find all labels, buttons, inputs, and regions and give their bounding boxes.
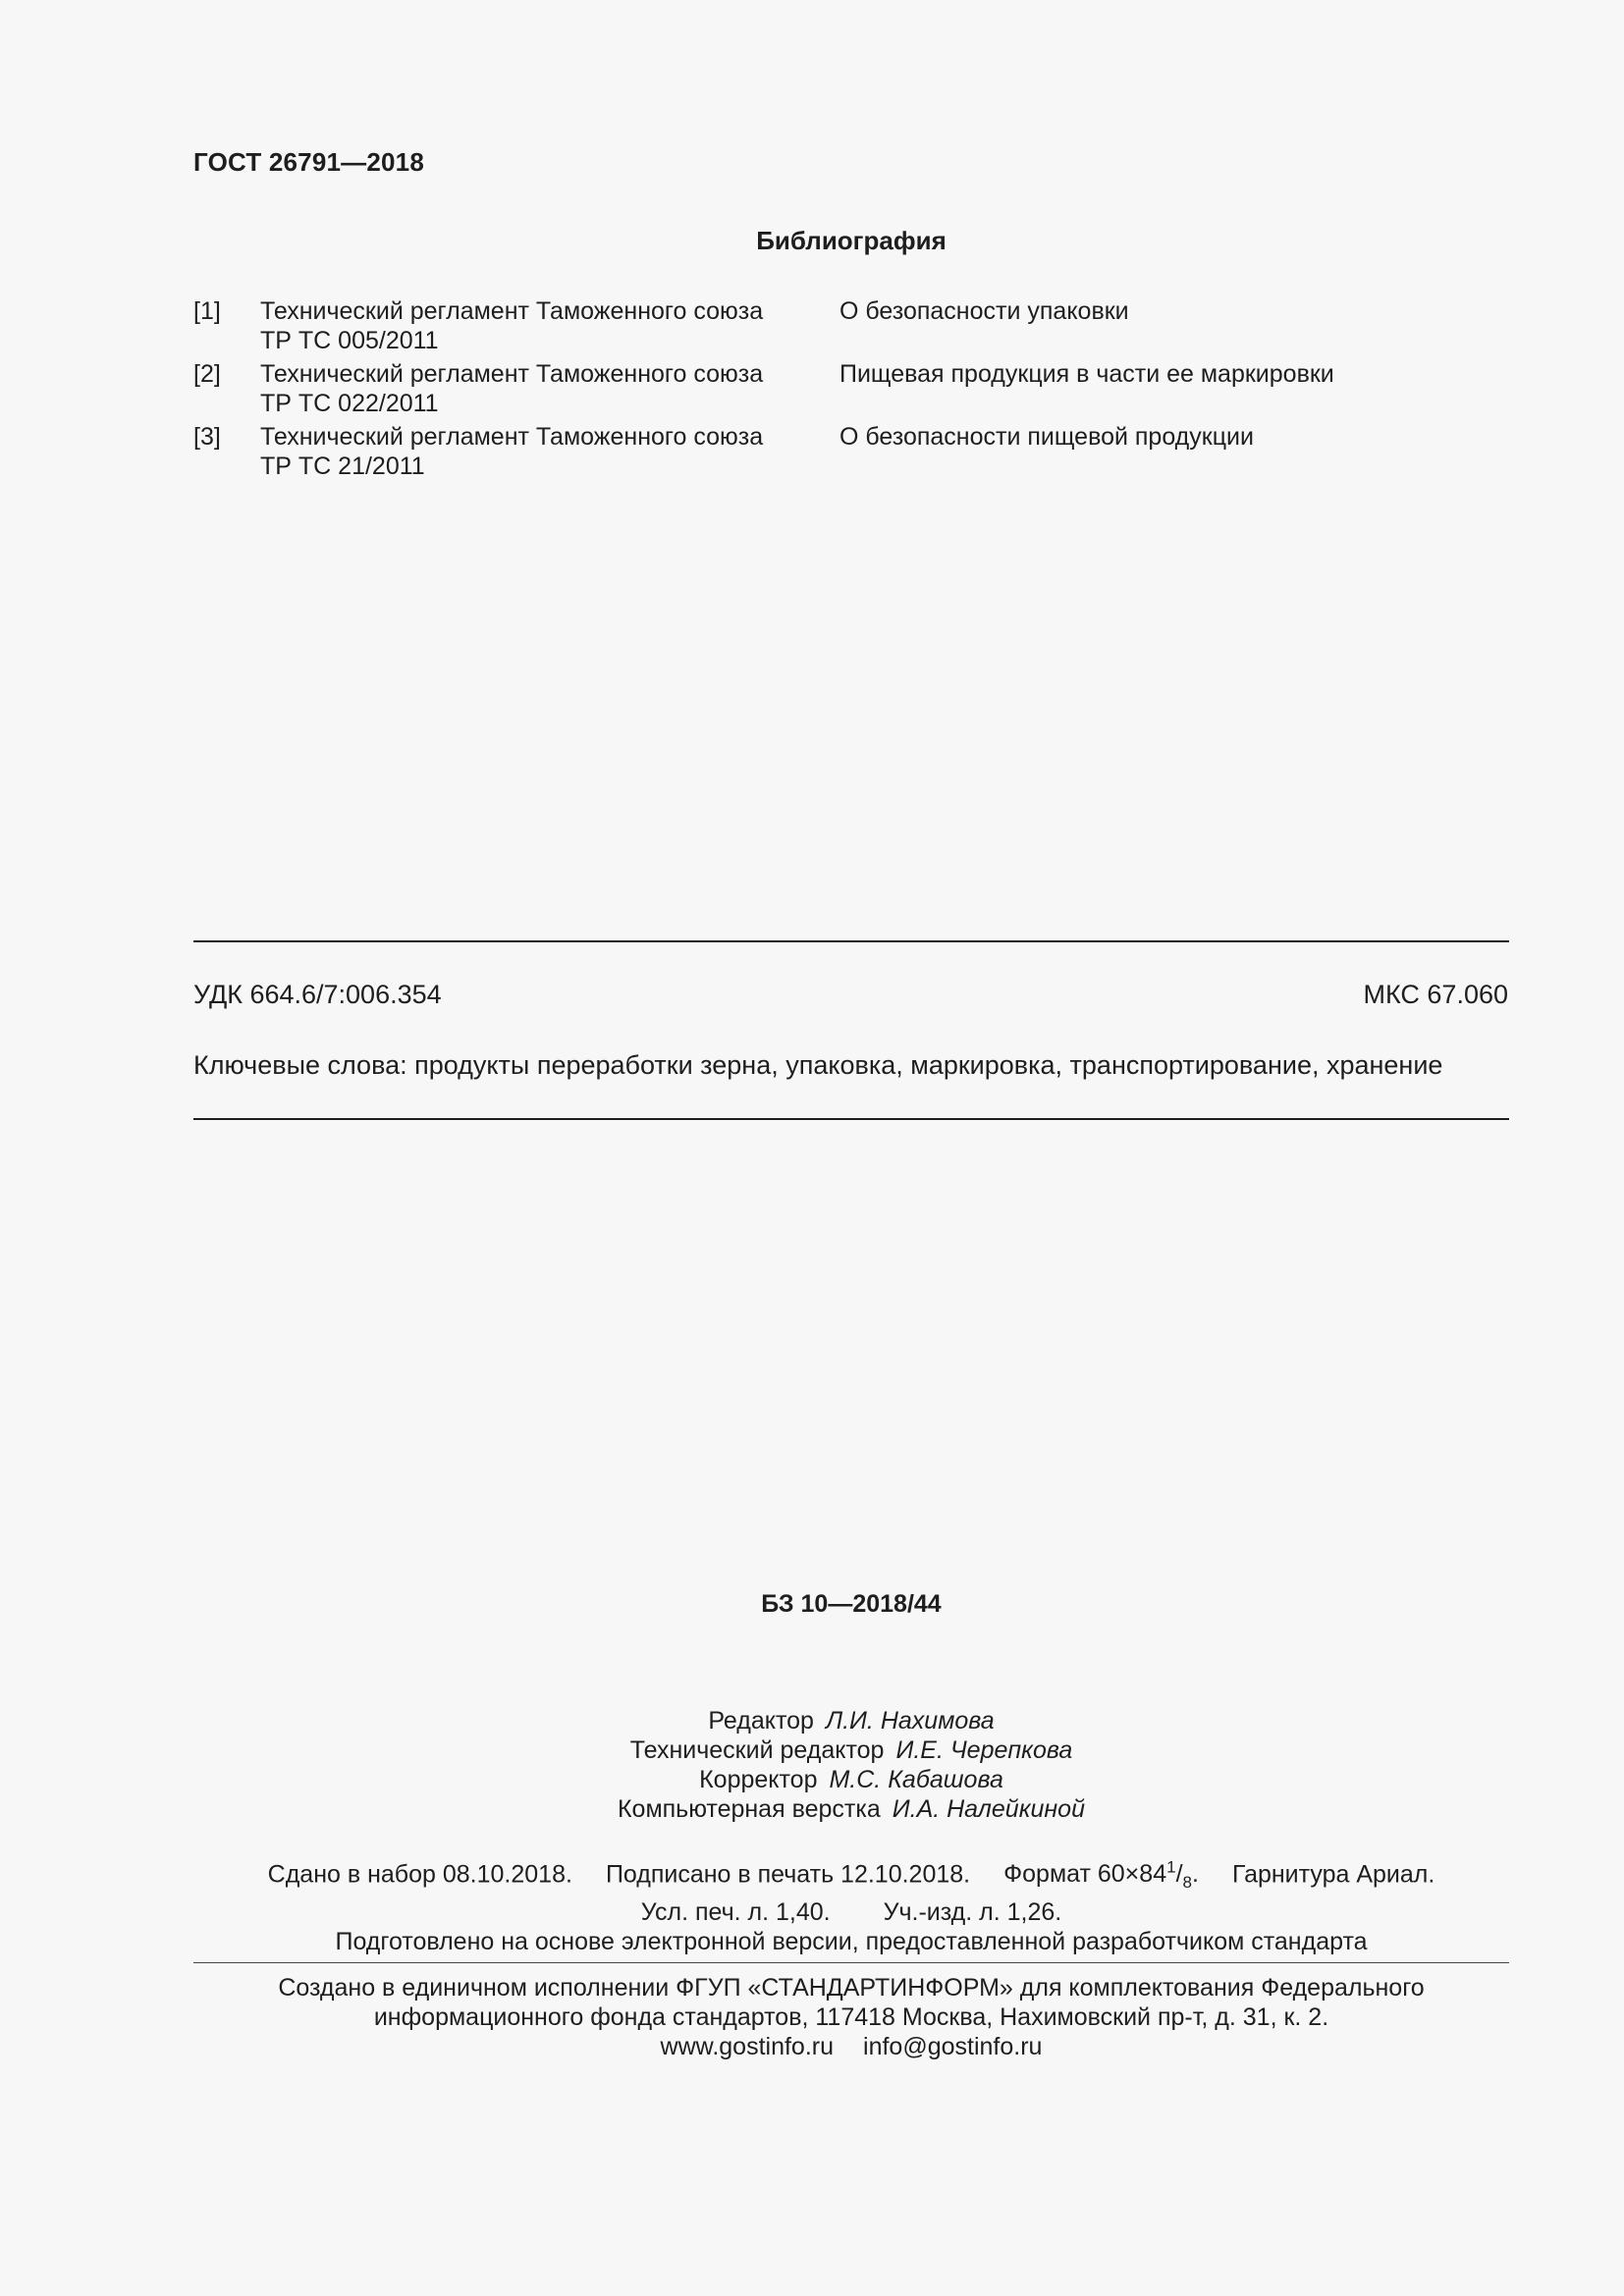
footer-contacts [0, 2032, 1624, 2061]
document-code: ГОСТ 26791—2018 [193, 147, 424, 177]
bibliography-list [193, 296, 1509, 485]
edition-sheets: Уч.-изд. л. 1,26. [883, 1898, 1062, 1927]
format-slash: / [1175, 1860, 1183, 1889]
credits [0, 1706, 1624, 1824]
divider-footer [193, 1962, 1509, 1963]
submitted-date: Сдано в набор 08.10.2018. [267, 1860, 572, 1889]
udk-code: УДК 664.6/7:006.354 [193, 980, 442, 1009]
signed-date: Подписано в печать 12.10.2018. [605, 1860, 971, 1889]
bibliography-item-number: [3] [193, 423, 221, 451]
credit-name: М.С. Кабашова [829, 1766, 1003, 1793]
credit-role: Редактор [708, 1707, 814, 1735]
credit-line [0, 1765, 1624, 1794]
bibliography-item [193, 359, 1509, 422]
bibliography-item-source-line2: ТР ТС 022/2011 [260, 390, 439, 417]
credit-line [0, 1794, 1624, 1824]
divider-top [193, 940, 1509, 942]
divider-bottom [193, 1118, 1509, 1120]
bibliography-item-number: [2] [193, 360, 221, 388]
bibliography-item-source-line1: Технический регламент Таможенного союза [260, 360, 764, 388]
bibliography-item-source-line1: Технический регламент Таможенного союза [260, 423, 764, 451]
bibliography-item-source [260, 422, 810, 481]
bibliography-item [193, 422, 1509, 485]
print-info [0, 1853, 1624, 1956]
bibliography-item-source-line2: ТР ТС 005/2011 [260, 327, 439, 354]
footer [0, 1973, 1624, 2061]
footer-line2: информационного фонда стандартов, 117418 Москва, Нахимовский пр-т, д. 31, к. 2. [373, 2003, 1329, 2031]
keywords: Ключевые слова: продукты переработки зерна, упаковка, маркировка, транспортирование, хранение [193, 1050, 1443, 1080]
mks-code: МКС 67.060 [1363, 980, 1508, 1009]
credit-name: И.Е. Черепкова [895, 1736, 1073, 1764]
bibliography-item-title: О безопасности пищевой продукции [839, 423, 1254, 451]
bibliography-item-source-line1: Технический регламент Таможенного союза [260, 297, 764, 325]
format-prefix: Формат 60×84 [1003, 1860, 1167, 1889]
bibliography-item [193, 296, 1509, 359]
printed-sheets: Усл. печ. л. 1,40. [640, 1898, 831, 1927]
credit-line [0, 1735, 1624, 1765]
bibliography-item-source [260, 359, 810, 418]
credit-name: И.А. Налейкиной [892, 1795, 1085, 1823]
bibliography-item-title: Пищевая продукция в части ее маркировки [839, 360, 1334, 388]
credit-name: Л.И. Нахимова [825, 1707, 995, 1735]
bibliography-item-source [260, 296, 810, 355]
format-suffix: . [1191, 1860, 1199, 1889]
website-link[interactable]: www.gostinfo.ru [660, 2033, 835, 2060]
credit-line [0, 1706, 1624, 1735]
credit-role: Технический редактор [629, 1736, 885, 1764]
footer-line1: Создано в единичном исполнении ФГУП «СТАНДАРТИНФОРМ» для комплектования Федерального [278, 1974, 1425, 2002]
email-link[interactable]: info@gostinfo.ru [863, 2033, 1043, 2060]
credit-role: Компьютерная верстка [617, 1795, 881, 1823]
format-sub: 8 [1182, 1873, 1192, 1893]
typeface: Гарнитура Ариал. [1231, 1860, 1435, 1889]
bz-code: БЗ 10—2018/44 [761, 1590, 942, 1618]
bibliography-title: Библиография [756, 226, 947, 255]
bibliography-item-source-line2: ТР ТС 21/2011 [260, 453, 425, 480]
print-info-line1 [0, 1853, 1624, 1897]
paper-format [1003, 1858, 1199, 1893]
print-info-line2 [0, 1897, 1624, 1927]
bibliography-item-number: [1] [193, 297, 221, 325]
prepared-note: Подготовлено на основе электронной версии, предоставленной разработчиком стандарта [335, 1928, 1368, 1956]
bibliography-item-title: О безопасности упаковки [839, 297, 1129, 325]
credit-role: Корректор [699, 1766, 818, 1793]
format-sup: 1 [1166, 1858, 1176, 1877]
